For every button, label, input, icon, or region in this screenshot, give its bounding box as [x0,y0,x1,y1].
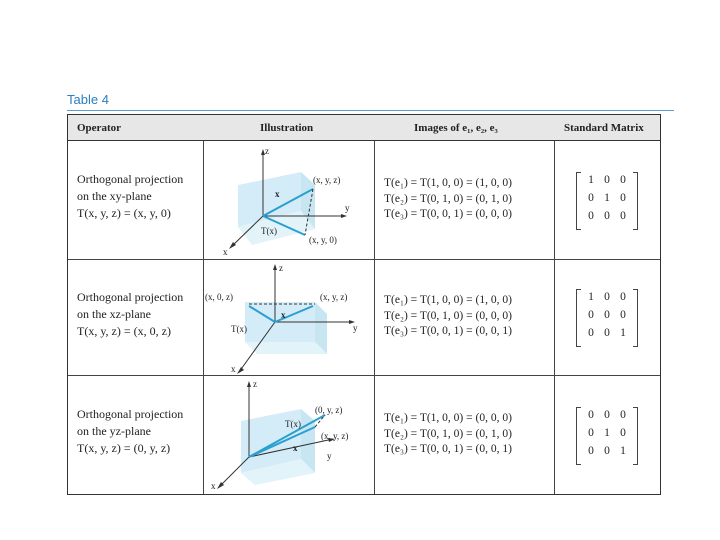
vector-label: T(x) [261,226,277,236]
title-rule [67,110,674,111]
point-label: (x, y, z) [321,431,349,441]
matrix-entry: 0 [588,327,594,339]
row-1-standard-matrix [576,172,638,230]
matrix-entry: 0 [620,427,626,439]
point-label: (0, y, z) [315,405,343,415]
operator-formula: T(x, y, z) = (x, y, 0) [77,206,171,220]
row-1-images [384,176,512,223]
operator-line: Orthogonal projection [77,172,184,186]
vector-label: x [281,310,286,320]
image-line: T(e₂) = T(0, 1, 0) = (0, 0, 0) [384,309,512,322]
matrix-entry: 0 [588,445,594,457]
image-line: T(e₂) = T(0, 1, 0) = (0, 1, 0) [384,192,512,205]
matrix-entry: 1 [604,192,610,204]
axis-label: y [327,451,332,461]
row-3-operator [77,406,183,457]
matrix-entry: 0 [620,210,626,222]
axis-label: y [345,203,350,213]
matrix-entry: 0 [620,192,626,204]
image-line: T(e₁) = T(1, 0, 0) = (0, 0, 0) [384,412,512,424]
axis-label: z [265,146,269,156]
point-label: (x, y, z) [320,292,348,302]
vector-label: T(x) [231,324,247,334]
axis-label: z [279,263,283,273]
operator-line: on the yz-plane [77,424,151,438]
header-images: Images of e₁, e₂, e₃ [414,122,498,134]
column-divider [374,141,375,494]
header-operator: Operator [77,122,121,134]
axis-label: x [223,247,228,257]
matrix-entry: 0 [620,409,626,421]
header-illustration: Illustration [260,122,314,134]
operator-formula: T(x, y, z) = (0, y, z) [77,441,171,455]
matrix-entry: 1 [588,174,594,186]
matrix-entry: 0 [604,291,610,303]
vector-label: x [275,189,280,199]
table-title: Table 4 [67,92,109,107]
point-label: (x, y, 0) [309,235,337,245]
row-3-standard-matrix [576,407,638,465]
matrix-entry: 0 [588,309,594,321]
projection-table [67,114,661,495]
operator-line: on the xy-plane [77,189,152,203]
row-2-images [384,293,512,340]
column-divider [203,141,204,494]
vector-label: T(x) [285,419,301,429]
row-1-operator [77,171,183,222]
point-label: (x, 0, z) [205,292,233,302]
matrix-entry: 0 [588,427,594,439]
matrix-entry: 1 [620,445,626,457]
axis-label: x [231,364,236,374]
matrix-entry: 0 [604,210,610,222]
image-line: T(e₃) = T(0, 0, 1) = (0, 0, 0) [384,208,512,220]
matrix-entry: 0 [588,409,594,421]
axis-label: y [353,323,358,333]
row-1-illustration [205,145,367,261]
axis-label: z [253,379,257,389]
table-header [68,115,660,141]
matrix-entry: 0 [604,309,610,321]
image-line: T(e₁) = T(1, 0, 0) = (1, 0, 0) [384,177,512,189]
point-label: (x, y, z) [313,175,341,185]
row-3-illustration [205,377,367,493]
image-line: T(e₂) = T(0, 1, 0) = (0, 1, 0) [384,427,512,440]
row-2-standard-matrix [576,289,638,347]
axis-label: x [211,481,216,491]
matrix-entry: 0 [620,291,626,303]
matrix-entry: 0 [588,192,594,204]
matrix-entry: 0 [604,409,610,421]
image-line: T(e₃) = T(0, 0, 1) = (0, 0, 1) [384,325,512,337]
matrix-entry: 0 [604,445,610,457]
matrix-entry: 0 [604,327,610,339]
image-line: T(e₃) = T(0, 0, 1) = (0, 0, 1) [384,443,512,455]
cube-face [245,342,327,354]
row-2-operator [77,289,183,340]
operator-line: Orthogonal projection [77,290,184,304]
row-2-illustration [205,262,367,378]
image-line: T(e₁) = T(1, 0, 0) = (1, 0, 0) [384,294,512,306]
vector-label: x [293,443,298,453]
matrix-entry: 1 [620,327,626,339]
header-standard-matrix: Standard Matrix [564,122,644,134]
column-divider [554,141,555,494]
matrix-entry: 0 [620,174,626,186]
matrix-entry: 1 [604,427,610,439]
row-3-images [384,411,512,458]
matrix-entry: 0 [604,174,610,186]
matrix-entry: 1 [588,291,594,303]
operator-formula: T(x, y, z) = (x, 0, z) [77,324,171,338]
operator-line: Orthogonal projection [77,407,184,421]
matrix-entry: 0 [620,309,626,321]
matrix-entry: 0 [588,210,594,222]
operator-line: on the xz-plane [77,307,151,321]
